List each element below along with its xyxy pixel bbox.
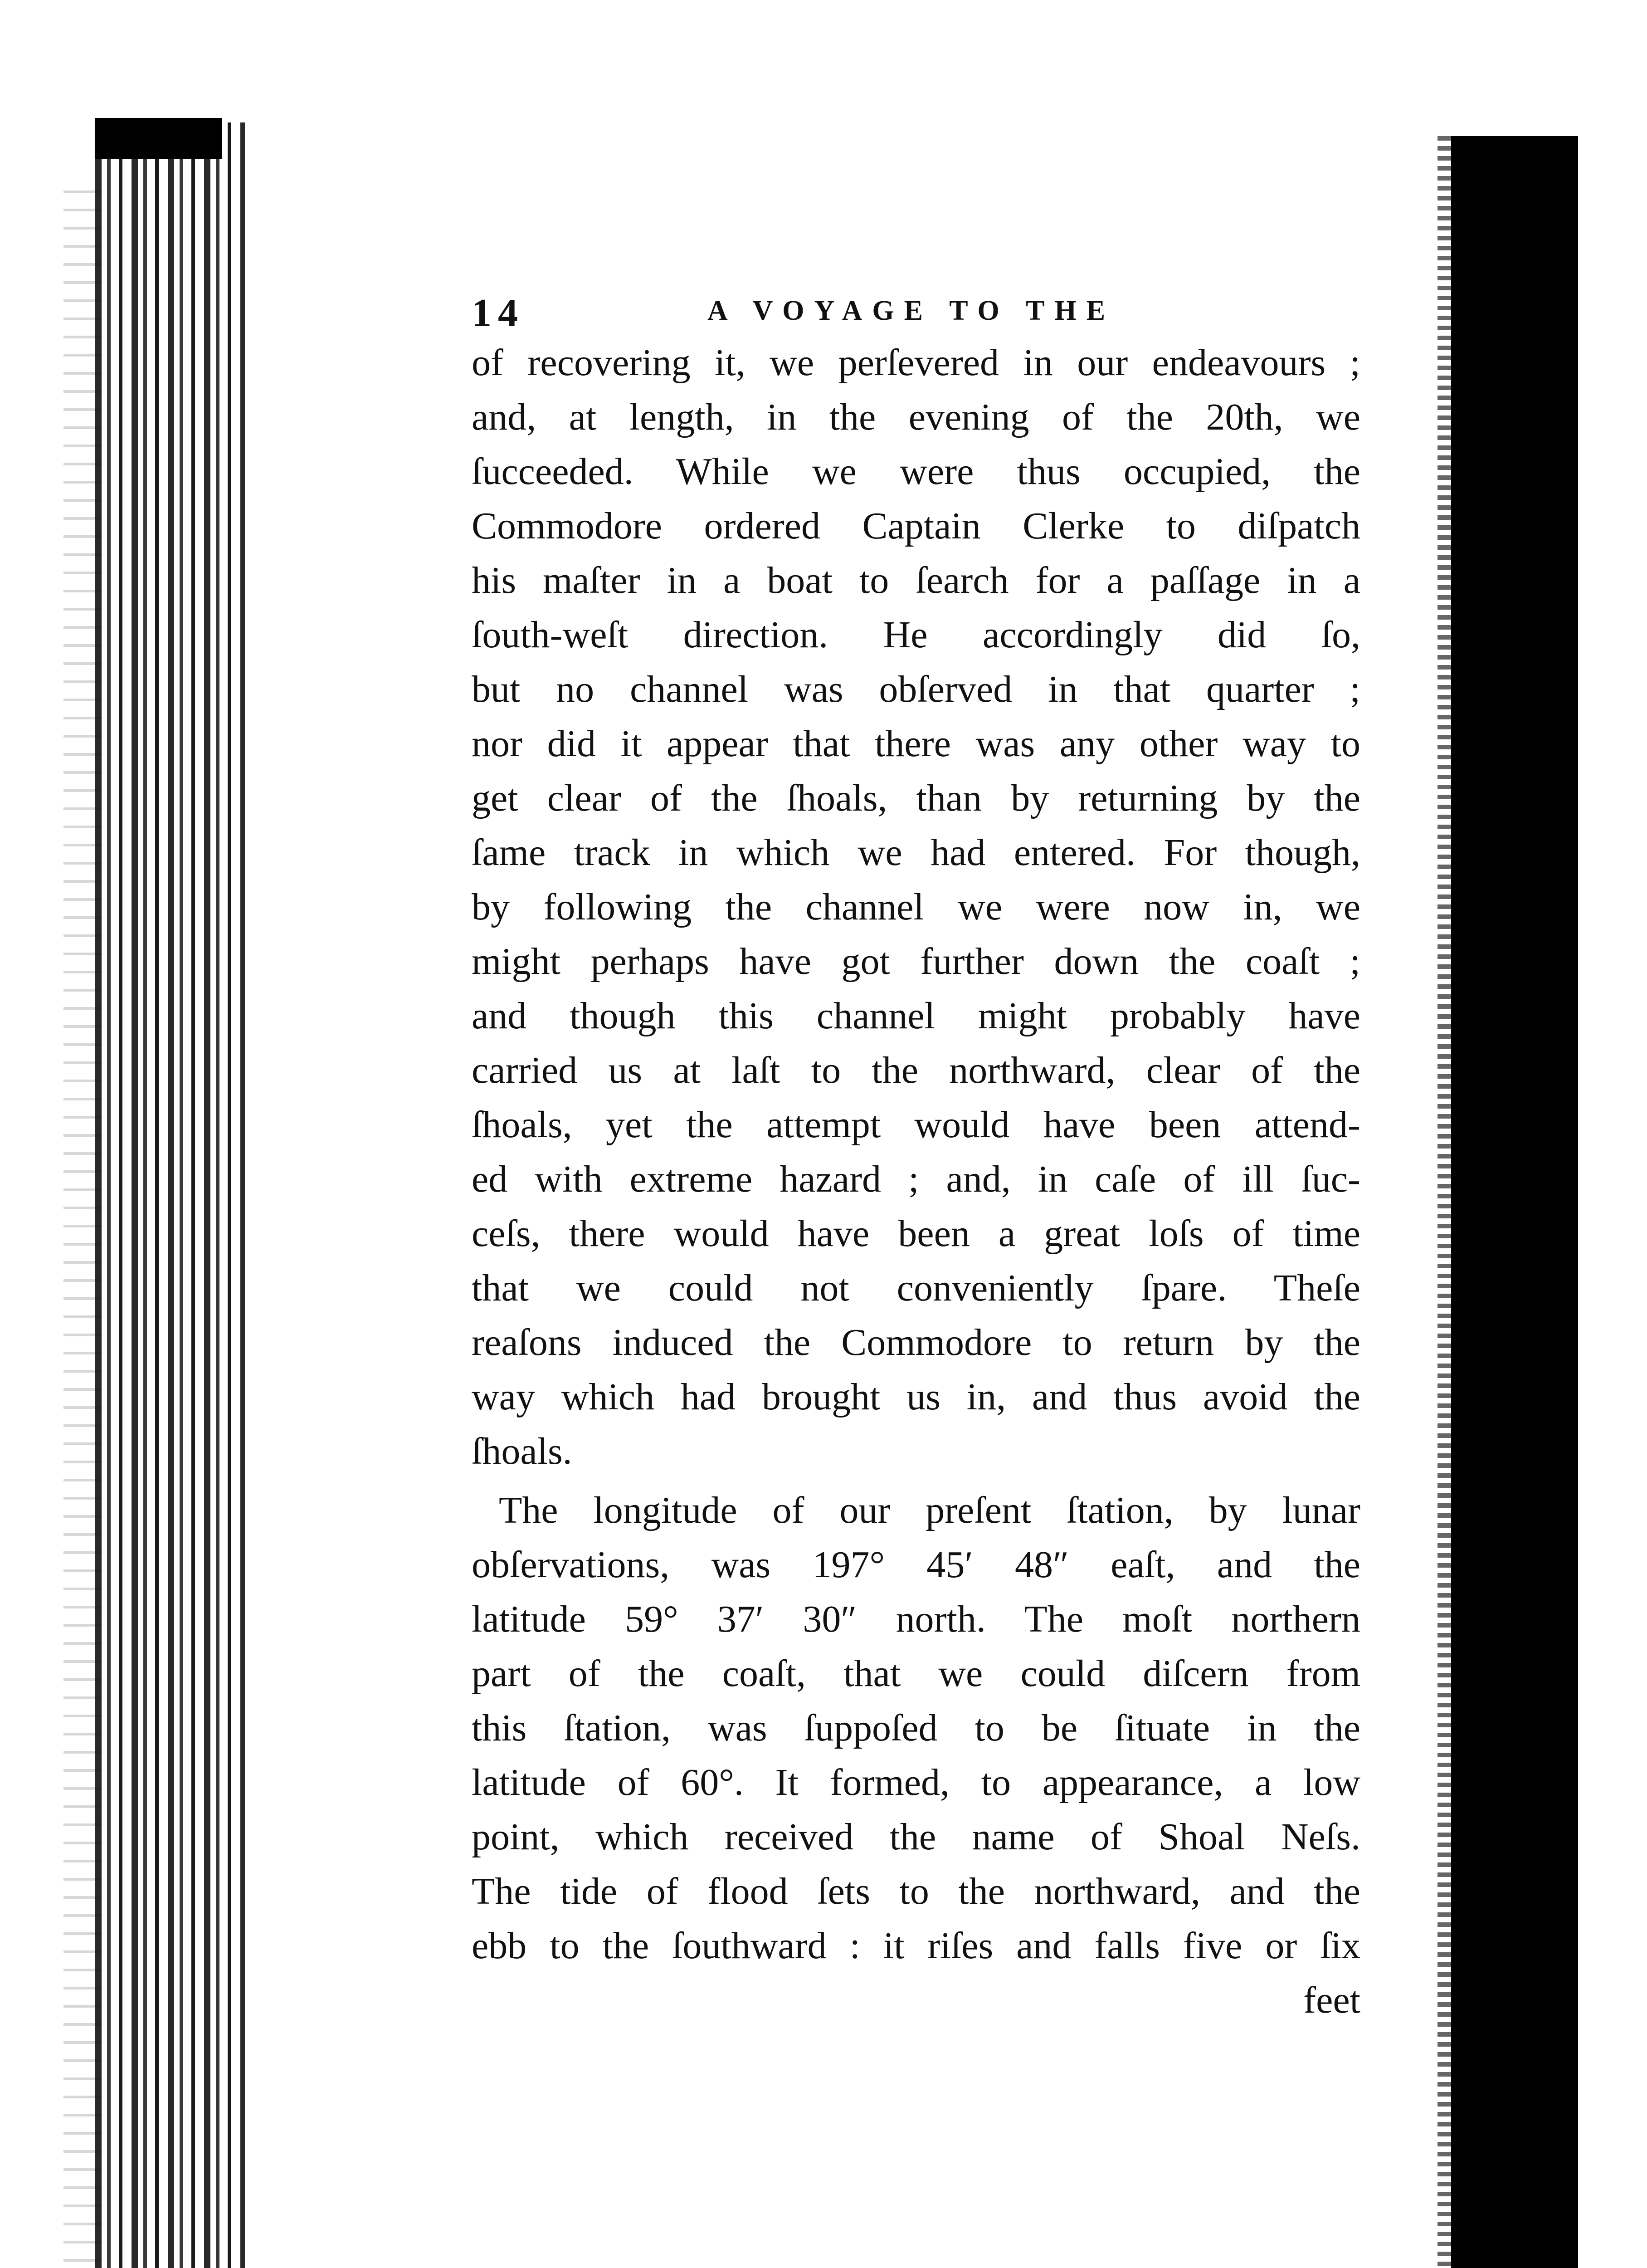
text-line: by following the channel we were now in, we <box>472 886 1360 928</box>
text-line: obſervations, was 197° 45′ 48″ eaſt, and the <box>472 1544 1360 1586</box>
text-line: point, which received the name of Shoal Neſs. <box>472 1816 1360 1858</box>
text-line: ed with extreme hazard ; and, in caſe of ill ſuc- <box>472 1158 1360 1200</box>
text-line: ceſs, there would have been a great loſs of time <box>472 1212 1360 1255</box>
text-line: ſhoals, yet the attempt would have been attend- <box>472 1104 1360 1146</box>
text-line: way which had brought us in, and thus avoid the <box>472 1376 1360 1418</box>
running-head <box>472 281 1379 336</box>
text-line: ebb to the ſouthward : it riſes and falls five or ſix <box>472 1925 1360 1967</box>
text-line: and, at length, in the evening of the 20th, we <box>472 396 1360 438</box>
text-line: of recovering it, we perſevered in our endeavours ; <box>472 342 1360 384</box>
book-spine-shadow <box>95 118 222 159</box>
text-line: his maſter in a boat to ſearch for a paſſage in a <box>472 559 1360 601</box>
text-line: ſucceeded. While we were thus occupied, the <box>472 450 1360 493</box>
page-number: 14 <box>472 291 524 335</box>
text-line: and though this channel might probably have <box>472 995 1360 1037</box>
paragraph-1 <box>472 336 1379 1479</box>
text-line: might perhaps have got further down the coaſt ; <box>472 940 1360 982</box>
text-line: The tide of flood ſets to the northward, and the <box>472 1870 1360 1912</box>
text-line: part of the coaſt, that we could diſcern from <box>472 1652 1360 1695</box>
text-line: get clear of the ſhoals, than by returning by the <box>472 777 1360 819</box>
text-line: latitude 59° 37′ 30″ north. The moſt northern <box>472 1598 1360 1640</box>
scan-right-border <box>1451 136 1578 2268</box>
text-line: ſhoals. <box>472 1430 572 1472</box>
book-page-edges-left <box>95 122 245 2268</box>
text-line: The longitude of our preſent ſtation, by lunar <box>499 1489 1360 1531</box>
text-line: ſame track in which we had entered. For though, <box>472 831 1360 874</box>
text-line: Commodore ordered Captain Clerke to diſpatch <box>472 505 1360 547</box>
catchword: feet <box>1303 1979 1360 2021</box>
running-head-title: A VOYAGE TO THE <box>707 295 1116 326</box>
text-line: that we could not conveniently ſpare. Theſe <box>472 1267 1360 1309</box>
text-line: reaſons induced the Commodore to return by the <box>472 1321 1360 1364</box>
paragraph-gap <box>472 1479 1379 1483</box>
text-line: latitude of 60°. It formed, to appearance, a low <box>472 1761 1360 1804</box>
text-line: carried us at laſt to the northward, clear of the <box>472 1049 1360 1091</box>
book-page <box>472 281 1379 2028</box>
text-line: ſouth-weſt direction. He accordingly did ſo, <box>472 614 1360 656</box>
text-line: but no channel was obſerved in that quarter ; <box>472 668 1360 710</box>
text-line: this ſtation, was ſuppoſed to be ſituate in the <box>472 1707 1360 1749</box>
paragraph-2 <box>472 1483 1379 1973</box>
text-line: nor did it appear that there was any other way to <box>472 723 1360 765</box>
